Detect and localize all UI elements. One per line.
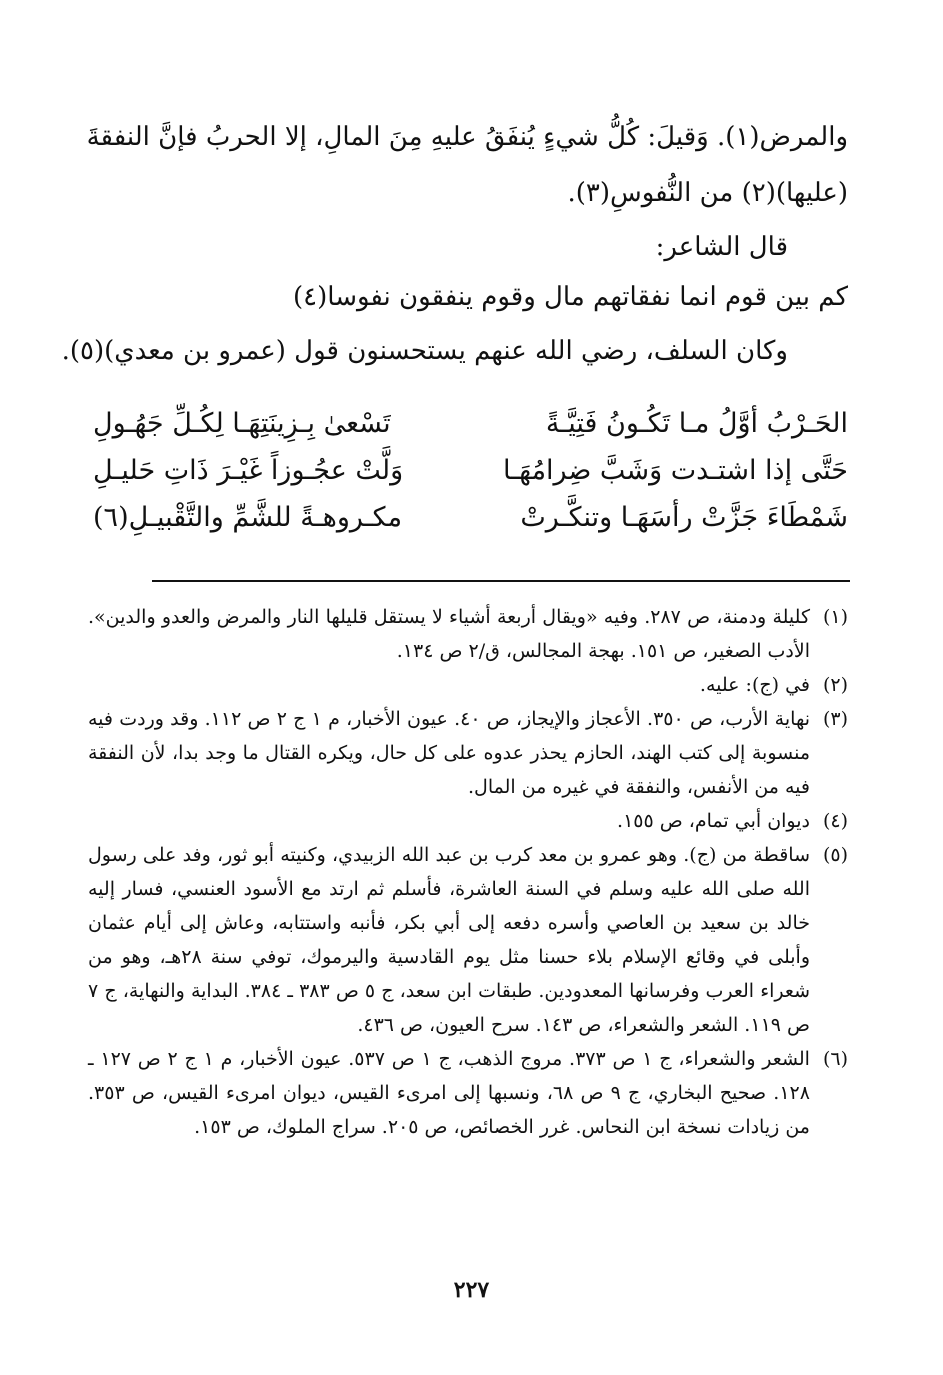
footnote-text: نهاية الأرب، ص ٣٥٠. الأعجاز والإيجاز، ص ٤٠. عيون الأخبار، م ١ ج ٢ ص ١١٢. وقد وردت فيه منسوبة إلى كتب الهند، الحازم يحذر عدوه على كل حال، ويكره القتال ما وجد بدا، لأن النفقة فيه من الأنفس، والنفقة في غيره من المال. xyxy=(88,708,810,798)
footnote-2 xyxy=(88,668,848,702)
footnote-text: كليلة ودمنة، ص ٢٨٧. وفيه «ويقال أربعة أشياء لا يستقل قليلها النار والمرض والعدو والدين». الأدب الصغير، ص ١٥١. بهجة المجالس، ق/٢ ص ١٣٤. xyxy=(88,606,810,662)
page-number: ٢٢٧ xyxy=(453,1277,490,1303)
poem-verse-2 xyxy=(93,455,848,495)
poem-verse-second-half: مكـروهـةً للشَّمِّ والتَّقْبيـلِ(٦) xyxy=(93,502,403,533)
footnote-number: (٣) xyxy=(822,708,848,730)
verse-line: كم بين قوم انما نفقاتهم مال وقوم ينفقون نفوسا(٤) xyxy=(293,282,848,312)
poem-verse-first-half: حَتَّى إذا اشتـدت وَشَبَّ ضِرامُهَـا xyxy=(502,455,848,486)
footnote-4 xyxy=(88,804,848,838)
footnote-3 xyxy=(88,702,848,804)
footnote-text: الشعر والشعراء، ج ١ ص ٣٧٣. مروج الذهب، ج ١ ص ٥٣٧. عيون الأخبار، م ١ ج ٢ ص ١٢٧ ـ ١٢٨. صحيح البخاري، ج ٩ ص ٦٨، ونسبها إلى امرىء القيس، ديوان امرىء القيس، ص ٣٥٣. من زيادات نسخة ابن النحاس. غرر الخصائص، ص ٢٠٥. سراج الملوك، ص ١٥٣. xyxy=(88,1048,810,1138)
footnote-number: (٤) xyxy=(822,810,848,832)
poem-verse-first-half: الحَـرْبُ أوَّلُ مـا تَكُـونُ فَتِيَّـةً xyxy=(545,408,848,439)
footnote-number: (٢) xyxy=(822,674,848,696)
footnote-5 xyxy=(88,838,848,1042)
footnote-1 xyxy=(88,600,848,668)
poem-verse-second-half: تَسْعىٰ بِـزِينَتِهَـا لِكُـلِّ جَهُـولِ xyxy=(93,408,391,439)
body-line-3: وكان السلف، رضي الله عنهم يستحسنون قول (عمرو بن معدي)(٥). xyxy=(61,336,788,366)
body-line-1: والمرض(١). وَقيلَ: كُلُّ شيءٍ يُنفَقُ عليهِ مِنَ المالِ، إلا الحربُ فإنَّ النفقةَ xyxy=(86,122,848,152)
poem-verse-3 xyxy=(93,502,848,542)
footnote-text: في (ج): عليه. xyxy=(699,674,810,696)
poem-verse-second-half: وَلَّتْ عجُـوزاً غَيْـرَ ذَاتِ حَليـلِ xyxy=(93,455,404,486)
footnote-text: ساقطة من (ج). وهو عمرو بن معد كرب بن عبد الله الزبيدي، وكنيته أبو ثور، وفد على رسول الله صلى الله عليه وسلم في السنة العاشرة، فأسلم ثم ارتد مع الأسود العنسي، فسار إليه خالد بن سعيد بن العاصي وأسره دفعه إلى أبي بكر، فأنبه واستتابه، وعاش إلى أيام عثمان وأبلى في وقائع الإسلام بلاء حسنا مثل يوم القادسية واليرموك، توفي سنة ٢٨هـ، وهو من شعراء العرب وفرسانها المعدودين. طبقات ابن سعد، ج ٥ ص ٣٨٣ ـ ٣٨٤. البداية والنهاية، ج ٧ ص ١١٩. الشعر والشعراء، ص ١٤٣. سرح العيون، ص ٤٣٦. xyxy=(88,844,810,1036)
poem-verse-first-half: شَمْطَاءَ جَزَّتْ رأسَهَـا وتنكَّـرتْ xyxy=(520,502,848,533)
footnote-number: (١) xyxy=(822,606,848,628)
poet-intro: قال الشاعر: xyxy=(655,232,788,262)
footnote-separator xyxy=(152,580,850,582)
body-line-2: (عليها)(٢) من النُّفوسِ(٣). xyxy=(567,178,848,208)
footnotes xyxy=(88,600,848,1144)
poem-verse-1 xyxy=(93,408,848,448)
footnote-6 xyxy=(88,1042,848,1144)
footnote-text: ديوان أبي تمام، ص ١٥٥. xyxy=(617,810,810,832)
footnote-number: (٦) xyxy=(822,1048,848,1070)
footnote-number: (٥) xyxy=(822,844,848,866)
